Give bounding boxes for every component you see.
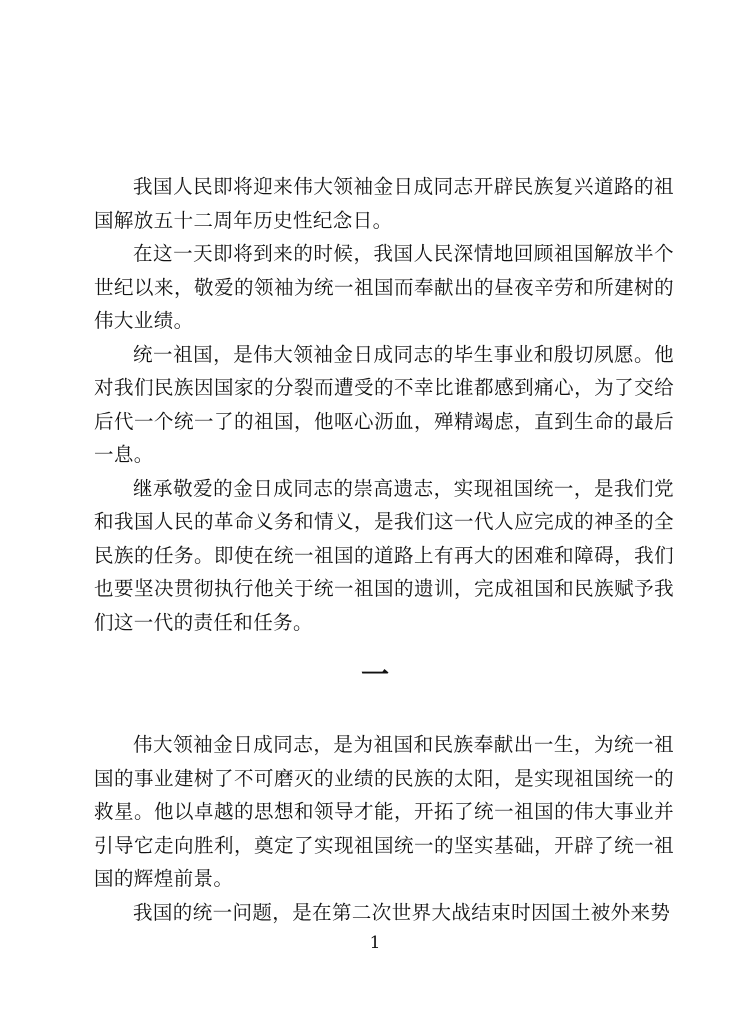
paragraph: 伟大领袖金日成同志，是为祖国和民族奉献出一生，为统一祖国的事业建树了不可磨灭的业绩的民族的太阳，是实现祖国统一的救星。他以卓越的思想和领导才能，开拓了统一祖国的伟大事业并引导它走向胜利，奠定了实现祖国统一的坚实基础，开辟了统一祖国的辉煌前景。: [94, 733, 674, 890]
paragraph: 在这一天即将到来的时候，我国人民深情地回顾祖国解放半个世纪以来，敬爱的领袖为统一祖国而奉献出的昼夜辛劳和所建树的伟大业绩。: [94, 242, 674, 332]
paragraph: 统一祖国，是伟大领袖金日成同志的毕生事业和殷切夙愿。他对我们民族因国家的分裂而遭受的不幸比谁都感到痛心，为了交给后代一个统一了的祖国，他呕心沥血，殚精竭虑，直到生命的最后一息。: [94, 342, 674, 466]
intro-text-block: [94, 170, 674, 639]
section-heading: 一: [360, 658, 389, 691]
section-text-block: [94, 728, 674, 929]
page-number: 1: [369, 933, 381, 953]
paragraph: 我国人民即将迎来伟大领袖金日成同志开辟民族复兴道路的祖国解放五十二周年历史性纪念日。: [94, 175, 674, 232]
paragraph: 我国的统一问题，是在第二次世界大战结束时因国土被外来势: [133, 900, 671, 924]
paragraph: 继承敬爱的金日成同志的崇高遗志，实现祖国统一，是我们党和我国人民的革命义务和情义，是我们这一代人应完成的神圣的全民族的任务。即使在统一祖国的道路上有再大的困难和障碍，我们也要坚决贯彻执行他关于统一祖国的遗训，完成祖国和民族赋予我们这一代的责任和任务。: [94, 476, 674, 634]
